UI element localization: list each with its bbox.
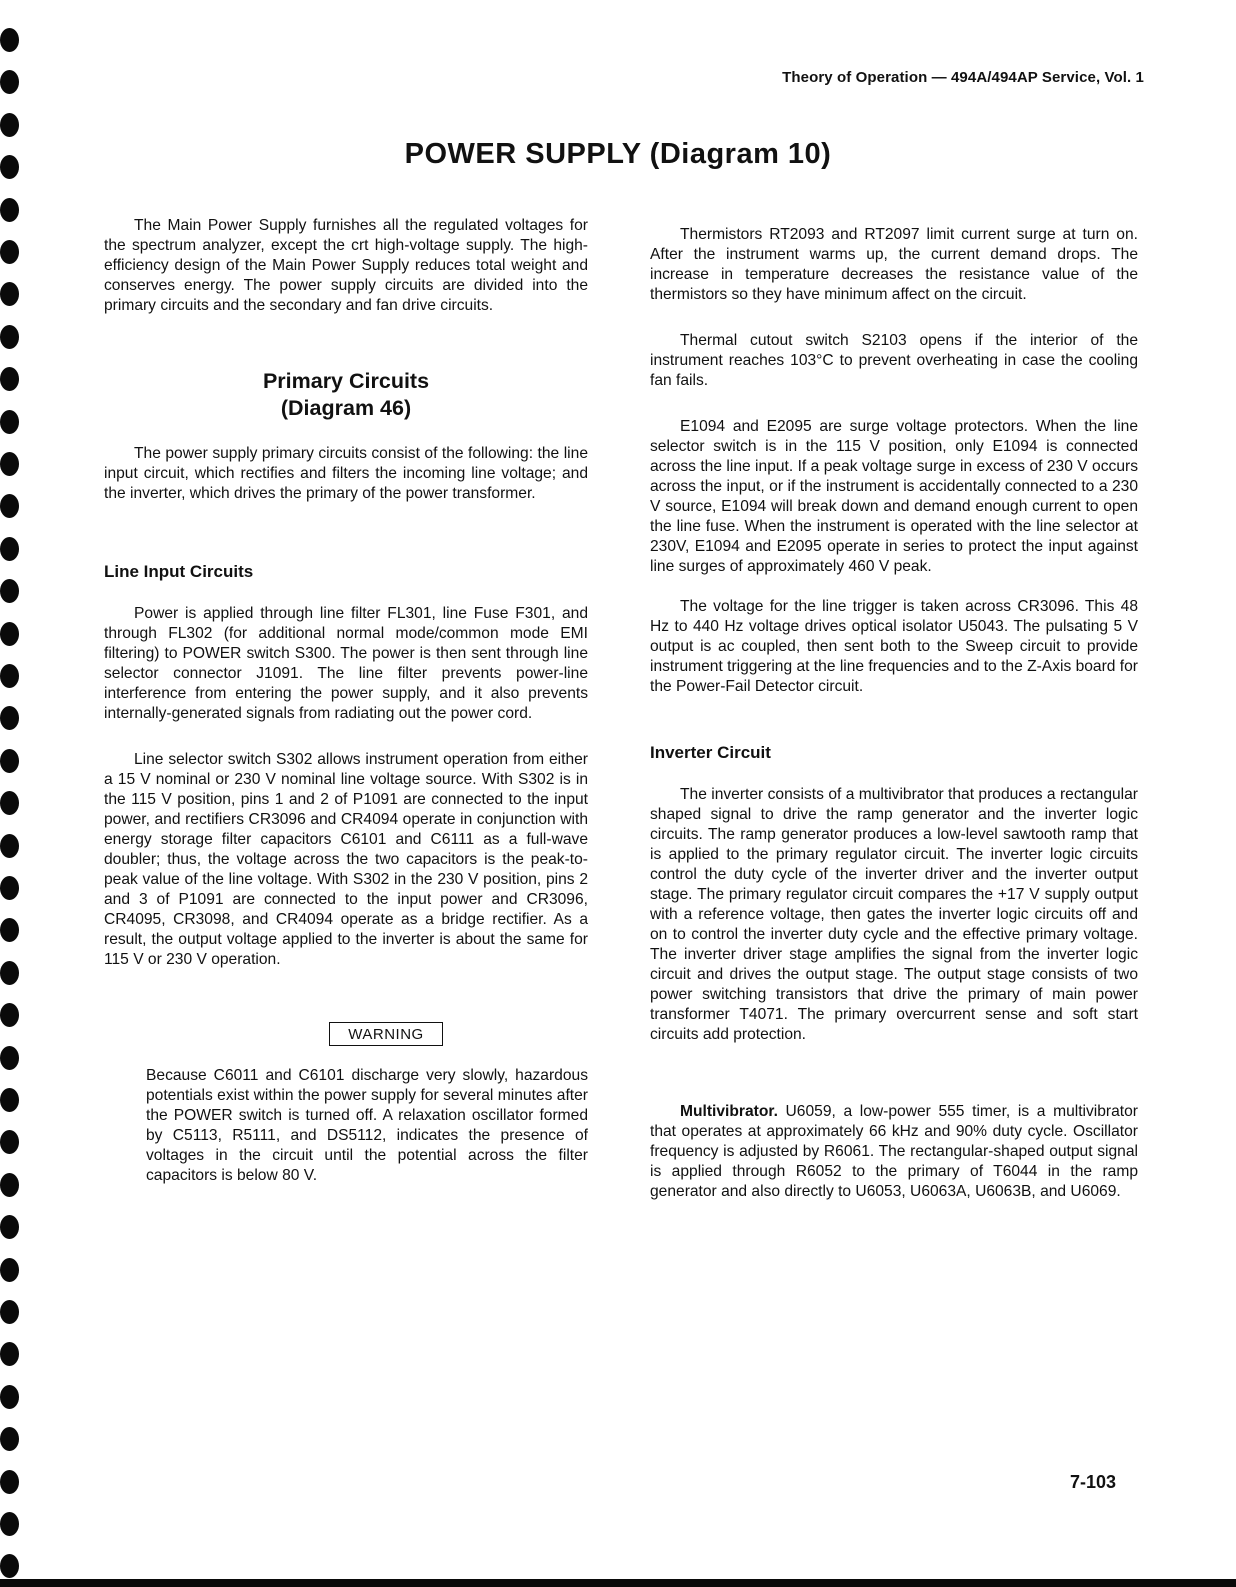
surge-protector-paragraph: E1094 and E2095 are surge voltage protectors. When the line selector switch is in the 115 V position, only E1094 is connected across the line input. If a peak voltage surge in excess of 230 V occurs across the input, or if the instrument is accidentally connected to a 230 V source, E1094 will break down and demand enough current to open the line fuse. When the instrument is operated with the line selector at 230V, E1094 and E2095 operate in series to protect the input against line surges of approximately 460 V peak. (650, 418, 1138, 575)
binder-hole (0, 198, 19, 222)
binder-hole (0, 1088, 19, 1112)
binder-hole (0, 876, 19, 900)
binder-hole (0, 961, 19, 985)
page-number: 7-103 (1069, 1472, 1116, 1492)
line-input-heading: Line Input Circuits (104, 562, 254, 581)
binder-hole (0, 537, 19, 561)
warning-paragraph: Because C6011 and C6101 discharge very slowly, hazardous potentials exist within the power supply for several minutes after the POWER switch is turned off. A relaxation oscillator formed by C5113, R5111, and DS5112, indicates the presence of voltages in the circuit until the potential across the filter capacitors is below 80 V. (146, 1067, 588, 1184)
bottom-edge-bar (0, 1579, 1236, 1587)
binder-hole (0, 622, 19, 646)
binder-hole (0, 1130, 19, 1154)
binder-hole (0, 706, 19, 730)
binder-hole (0, 1003, 19, 1027)
binder-hole (0, 28, 19, 52)
binder-hole (0, 749, 19, 773)
binder-hole (0, 113, 19, 137)
binder-hole (0, 367, 19, 391)
binder-hole (0, 1470, 19, 1494)
binder-hole (0, 1215, 19, 1239)
primary-circuits-paragraph: The power supply primary circuits consist of the following: the line input circuit, which rectifies and filters the incoming line voltage; and the inverter, which drives the primary of the power transformer. (104, 445, 588, 502)
binder-hole (0, 1554, 19, 1578)
binder-hole (0, 791, 19, 815)
binder-hole (0, 664, 19, 688)
primary-heading-line-1: Primary Circuits (262, 369, 430, 393)
running-header: Theory of Operation — 494A/494AP Service, Vol. 1 (782, 69, 1144, 86)
binder-hole (0, 1258, 19, 1282)
page-title: POWER SUPPLY (Diagram 10) (404, 138, 832, 170)
inverter-paragraph: The inverter consists of a multivibrator that produces a rectangular shaped signal to drive the ramp generator and the inverter logic circuits. The ramp generator produces a low-level sawtooth ramp that is applied to the primary regulator circuit. The inverter logic circuits control the duty cycle of the inverter driver and the inverter output stage. The primary regulator circuit compares the +17 V supply output with a reference voltage, then gates the inverter logic circuits off and on to control the inverter duty cycle and the effective primary voltage. The inverter driver stage amplifies the signal from the inverter logic circuit and drives the output stage. The output stage consists of two power switching transistors that drive the primary of main power transformer T4071. The primary overcurrent sense and soft start circuits add protection. (650, 786, 1138, 1043)
binder-hole (0, 579, 19, 603)
multivibrator-paragraph (650, 1102, 1138, 1202)
binder-hole (0, 240, 19, 264)
binder-hole (0, 325, 19, 349)
binder-hole (0, 1046, 19, 1070)
binder-hole (0, 834, 19, 858)
left-column (104, 216, 588, 1186)
binder-hole (0, 282, 19, 306)
right-column (650, 225, 1138, 1202)
binder-hole (0, 1427, 19, 1451)
primary-heading-line-2: (Diagram 46) (280, 396, 412, 420)
line-input-paragraph-2: Line selector switch S302 allows instrument operation from either a 15 V nominal or 230 V nominal line voltage source. With S302 is in the 115 V position, pins 1 and 2 of P1091 are connected to the input power, and rectifiers CR3096 and CR4094 operate in conjunction with energy storage filter capacitors C6101 and C6111 as a full-wave doubler; thus, the voltage across the two capacitors is the peak-to-peak value of the line voltage. With S302 in the 230 V position, pins 2 and 3 of P1091 are connected to the input power and CR3096, CR4095, CR3098, and CR4094 operate as a bridge rectifier. As a result, the output voltage applied to the inverter is about the same for 115 V or 230 V operation. (104, 751, 588, 968)
warning-block (184, 1022, 588, 1046)
intro-paragraph: The Main Power Supply furnishes all the regulated voltages for the spectrum analyzer, except the crt high-voltage supply. The high-efficiency design of the Main Power Supply reduces total weight and conserves energy. The power supply circuits are divided into the primary circuits and the secondary and fan drive circuits. (104, 217, 588, 314)
binder-hole (0, 1173, 19, 1197)
binder-holes (0, 0, 24, 1587)
binder-hole (0, 70, 19, 94)
binder-hole (0, 1385, 19, 1409)
primary-circuits-heading (104, 368, 588, 422)
line-input-paragraph-1: Power is applied through line filter FL301, line Fuse F301, and through FL302 (for additional normal mode/common mode EMI filtering) to POWER switch S300. The power is then sent through line selector connector J1091. The line filter prevents power-line interference from entering the power supply, and it also prevents internally-generated signals from radiating out the power cord. (104, 605, 588, 722)
binder-hole (0, 1512, 19, 1536)
binder-hole (0, 1300, 19, 1324)
multivibrator-text: U6059, a low-power 555 timer, is a multivibrator that operates at approximately 66 kHz and 90% duty cycle. Oscillator frequency is adjusted by R6061. The rectangular-shaped output signal is applied through R6052 to the primary of T6044 in the ramp generator and also directly to U6053, U6063A, U6063B, and U6069. (650, 1103, 1138, 1200)
line-trigger-paragraph: The voltage for the line trigger is taken across CR3096. This 48 Hz to 440 Hz voltage drives optical isolator U5043. The pulsating 5 V output is ac coupled, then sent both to the Sweep circuit to provide instrument triggering at the line frequencies and to the Z-Axis board for the Power-Fail Detector circuit. (650, 598, 1138, 695)
binder-hole (0, 918, 19, 942)
binder-hole (0, 452, 19, 476)
binder-hole (0, 494, 19, 518)
thermistor-paragraph: Thermistors RT2093 and RT2097 limit current surge at turn on. After the instrument warms up, the current demand drops. The increase in temperature decreases the resistance value of the thermistors so they have minimum affect on the circuit. (650, 226, 1138, 303)
binder-hole (0, 410, 19, 434)
thermal-cutout-paragraph: Thermal cutout switch S2103 opens if the interior of the instrument reaches 103°C to prevent overheating in case the cooling fan fails. (650, 332, 1138, 389)
binder-hole (0, 1342, 19, 1366)
warning-label: WARNING (329, 1022, 442, 1046)
multivibrator-label: Multivibrator. (680, 1103, 778, 1120)
inverter-circuit-heading: Inverter Circuit (650, 743, 771, 762)
